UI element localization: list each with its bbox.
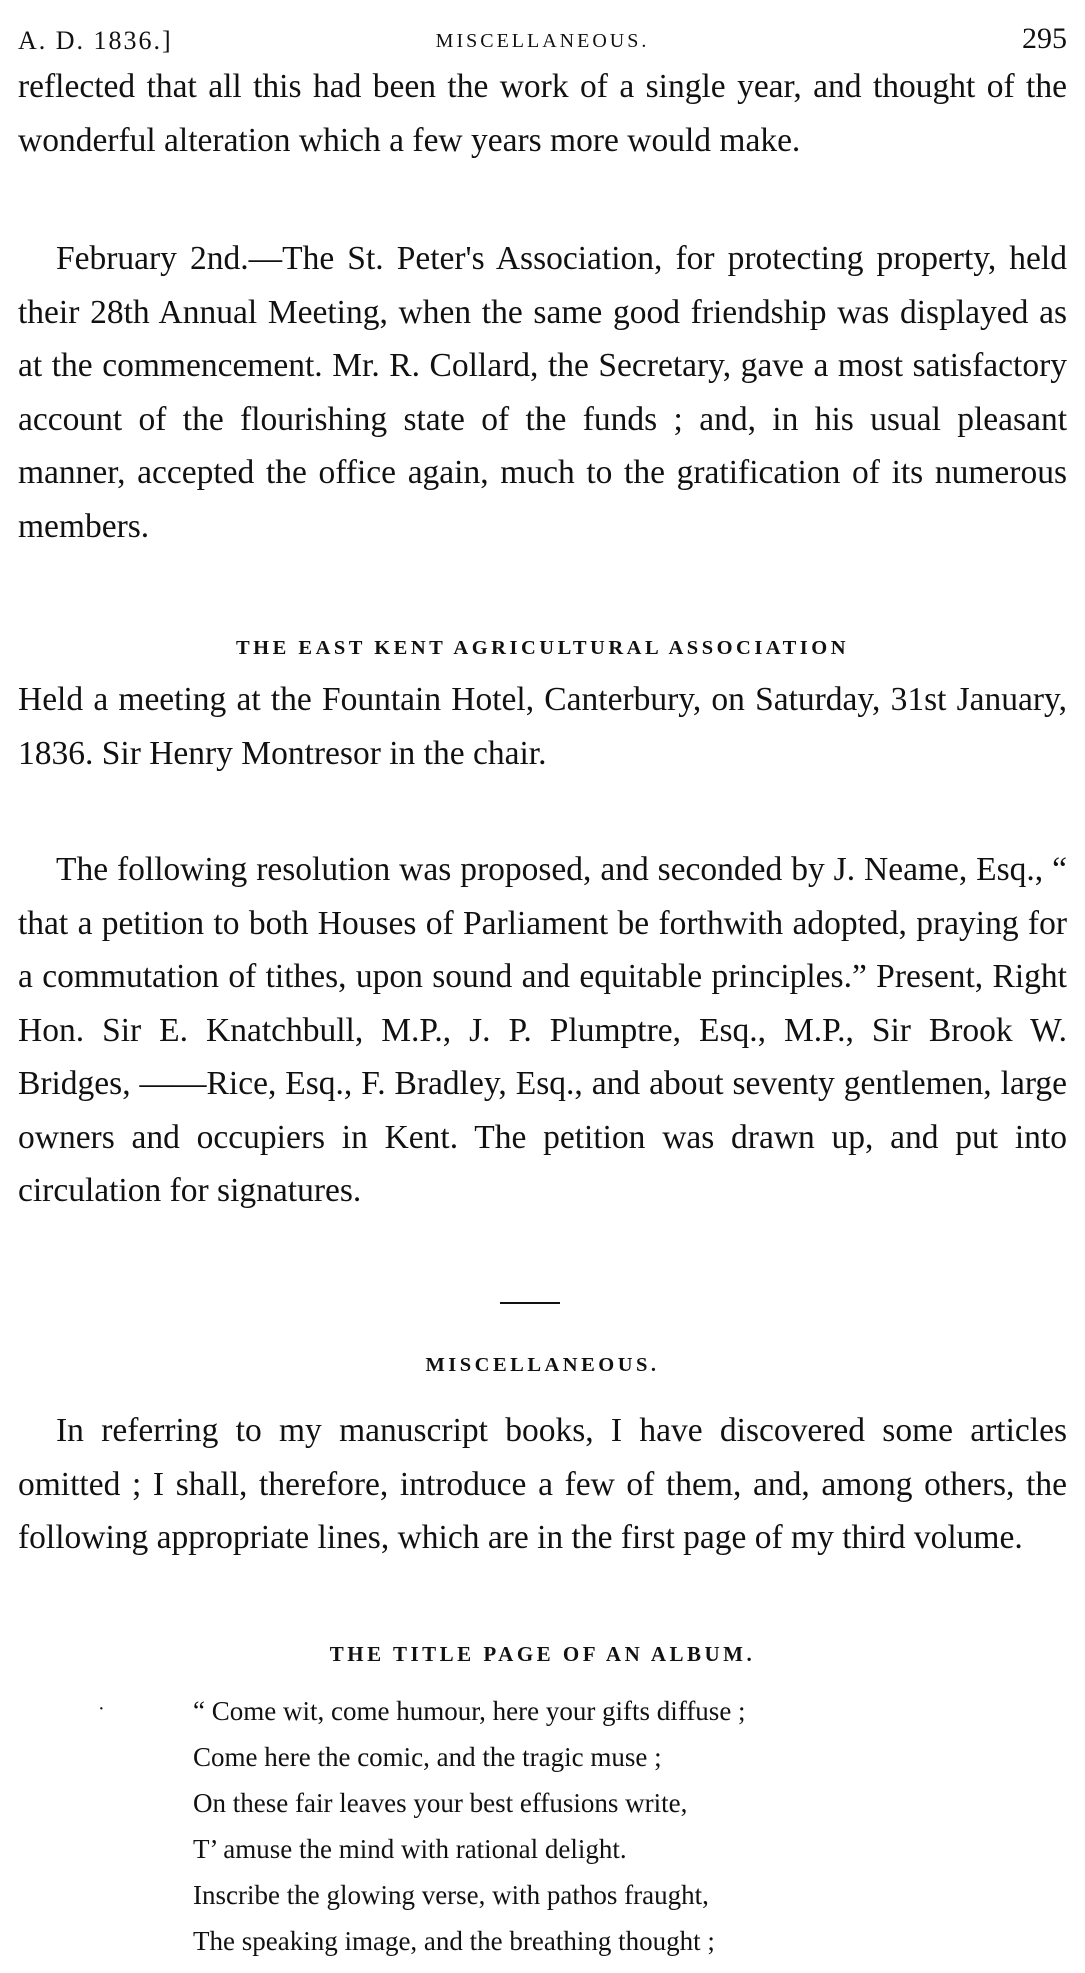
miscellaneous-paragraph: In referring to my manuscript books, I have discovered some articles omitted ; I shall, therefore, introduce a few of them, and, among others, the following appropriate lines, which are in the first page of my third volume. (18, 1412, 1067, 1556)
poem-line: On these fair leaves your best effusions write, (193, 1788, 688, 1818)
page-number: 295 (1022, 22, 1067, 55)
album-poem (193, 1688, 1053, 1964)
meeting-paragraph: Held a meeting at the Fountain Hotel, Canterbury, on Saturday, 31st January, 1836. Sir Henry Montresor in the chair. (18, 681, 1067, 772)
continuation-paragraph: reflected that all this had been the work of a single year, and thought of the wonderful alteration which a few years more would make. (18, 68, 1067, 159)
resolution-paragraph-block (18, 843, 1067, 1218)
miscellaneous-heading: MISCELLANEOUS. (425, 1354, 660, 1376)
poem-line: T’ amuse the mind with rational delight. (193, 1834, 627, 1864)
running-head-date: A. D. 1836.] (18, 26, 173, 55)
album-heading: THE TITLE PAGE OF AN ALBUM. (329, 1642, 756, 1666)
poem-line: The speaking image, and the breathing thought ; (193, 1926, 715, 1956)
section-divider (500, 1302, 560, 1304)
poem-line: “ Come wit, come humour, here your gifts diffuse ; (193, 1696, 746, 1726)
continuation-paragraph-block (18, 60, 1067, 167)
poem-line: Come here the comic, and the tragic muse ; (193, 1742, 662, 1772)
running-head (18, 22, 1067, 62)
st-peters-paragraph: February 2nd.—The St. Peter's Association, for protecting property, held their 28th Annual Meeting, when the same good friendship was displayed as at the commencement. Mr. R. Collard, the Secretary, gave a most satisfactory account of the flourishing state of the funds ; and, in his usual pleasant manner, accepted the office again, much to the gratification of its numerous members. (18, 240, 1067, 545)
running-head-title: MISCELLANEOUS. (435, 30, 650, 52)
east-kent-heading: THE EAST KENT AGRICULTURAL ASSOCIATION (235, 637, 850, 659)
stray-mark: · (98, 1698, 105, 1720)
st-peters-paragraph-block (18, 232, 1067, 553)
poem-line: Inscribe the glowing verse, with pathos fraught, (193, 1880, 709, 1910)
resolution-paragraph: The following resolution was proposed, and seconded by J. Neame, Esq., “ that a petition to both Houses of Parliament be forthwith adopted, praying for a commutation of tithes, upon sound and equitable principles.” Present, Right Hon. Sir E. Knatchbull, M.P., J. P. Plumptre, Esq., M.P., Sir Brook W. Bridges, ——Rice, Esq., F. Bradley, Esq., and about seventy gentlemen, large owners and occupiers in Kent. The petition was drawn up, and put into circulation for signatures. (18, 851, 1067, 1209)
meeting-paragraph-block (18, 673, 1067, 780)
miscellaneous-paragraph-block (18, 1404, 1067, 1565)
